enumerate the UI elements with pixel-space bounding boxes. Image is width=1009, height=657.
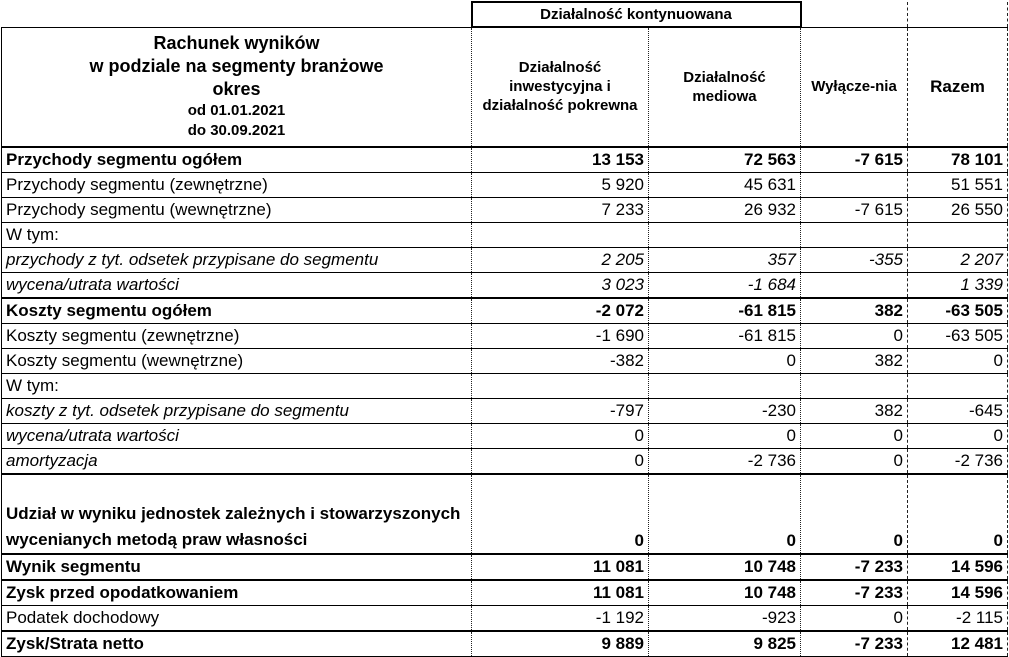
table-row: Zysk przed opodatkowaniem 11 081 10 748 -7 233 14 596 <box>2 580 1008 606</box>
segment-results-table <box>1 1 1008 657</box>
column-header-total: Razem <box>908 27 1008 147</box>
table-row: Koszty segmentu ogółem -2 072 -61 815 382 -63 505 <box>2 298 1008 324</box>
continuing-operations-header-row <box>2 2 1008 27</box>
table-row: wycena/utrata wartości 0 0 0 0 <box>2 423 1008 448</box>
table-row: wycena/utrata wartości 3 023 -1 684 1 339 <box>2 272 1008 298</box>
table-row: Wynik segmentu 11 081 10 748 -7 233 14 596 <box>2 554 1008 580</box>
column-header-row <box>2 27 1008 147</box>
column-header-investment: Działalność inwestycyjna i działalność pokrewna <box>472 27 649 147</box>
table-row: Podatek dochodowy -1 192 -923 0 -2 115 <box>2 605 1008 631</box>
table-row: przychody z tyt. odsetek przypisane do segmentu 2 205 357 -355 2 207 <box>2 247 1008 272</box>
table-row: amortyzacja 0 -2 736 0 -2 736 <box>2 448 1008 474</box>
column-header-exclusions: Wyłącze-nia <box>801 27 908 147</box>
table-title: Rachunek wyników w podziale na segmenty branżowe okres od 01.01.2021 do 30.09.2021 <box>2 27 472 147</box>
table-row: Przychody segmentu (wewnętrzne) 7 233 26 932 -7 615 26 550 <box>2 197 1008 222</box>
table-row: Udział w wyniku jednostek zależnych i stowarzyszonych wycenianych metodą praw własności 0 0 0 0 <box>2 474 1008 554</box>
table-row: Koszty segmentu (zewnętrzne) -1 690 -61 815 0 -63 505 <box>2 323 1008 348</box>
table-row: Przychody segmentu ogółem 13 153 72 563 -7 615 78 101 <box>2 147 1008 173</box>
table-row: W tym: <box>2 222 1008 247</box>
table-row: W tym: <box>2 373 1008 398</box>
table-row: Koszty segmentu (wewnętrzne) -382 0 382 0 <box>2 348 1008 373</box>
table-row: koszty z tyt. odsetek przypisane do segmentu -797 -230 382 -645 <box>2 398 1008 423</box>
column-header-media: Działalność mediowa <box>649 27 801 147</box>
continuing-operations-label: Działalność kontynuowana <box>472 2 801 27</box>
table-row: Zysk/Strata netto 9 889 9 825 -7 233 12 481 <box>2 631 1008 657</box>
table-row: Przychody segmentu (zewnętrzne) 5 920 45 631 51 551 <box>2 172 1008 197</box>
